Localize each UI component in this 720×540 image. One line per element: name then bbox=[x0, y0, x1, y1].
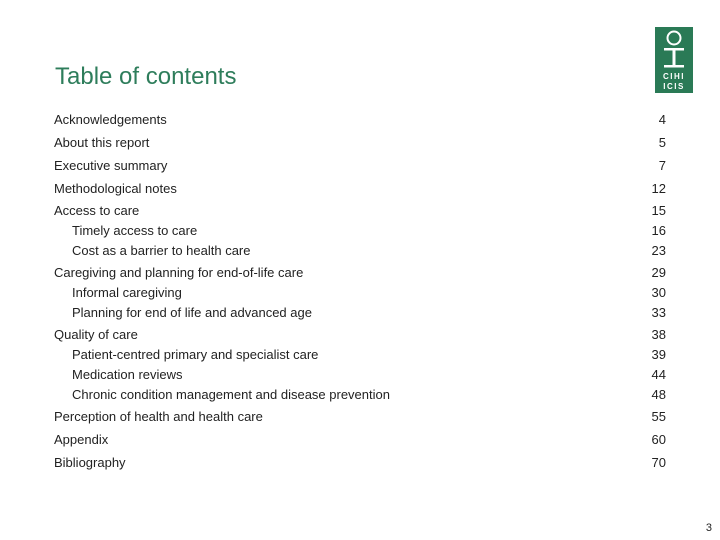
toc-label: Acknowledgements bbox=[54, 112, 167, 127]
table-of-contents bbox=[54, 110, 666, 473]
cihi-logo-icon bbox=[655, 27, 693, 93]
toc-subentry-chronic-condition[interactable] bbox=[54, 385, 666, 405]
toc-page-number: 38 bbox=[651, 327, 666, 342]
toc-label: Patient-centred primary and specialist care bbox=[72, 347, 319, 362]
toc-page-number: 30 bbox=[651, 285, 666, 300]
toc-label: Medication reviews bbox=[72, 367, 183, 382]
toc-label: Timely access to care bbox=[72, 223, 198, 238]
toc-label: Methodological notes bbox=[54, 181, 177, 196]
page-number: 3 bbox=[705, 522, 712, 534]
toc-page-number: 23 bbox=[651, 243, 666, 258]
toc-page-number: 33 bbox=[651, 305, 666, 320]
toc-label: Cost as a barrier to health care bbox=[72, 243, 251, 258]
toc-entry-acknowledgements[interactable] bbox=[54, 110, 666, 130]
toc-label: About this report bbox=[54, 135, 150, 150]
logo-text-line-1: CIHI bbox=[663, 72, 685, 81]
toc-subentry-informal-caregiving[interactable] bbox=[54, 283, 666, 303]
toc-page-number: 16 bbox=[651, 223, 666, 238]
toc-subentry-end-of-life-planning[interactable] bbox=[54, 303, 666, 323]
toc-entry-about-this-report[interactable] bbox=[54, 133, 666, 153]
toc-label: Caregiving and planning for end-of-life care bbox=[54, 265, 304, 280]
toc-page-number: 44 bbox=[651, 367, 666, 382]
toc-label: Access to care bbox=[54, 203, 140, 218]
toc-page-number: 7 bbox=[658, 158, 666, 173]
toc-entry-perception-of-health[interactable] bbox=[54, 407, 666, 427]
toc-label: Quality of care bbox=[54, 327, 138, 342]
toc-subentry-patient-centred-care[interactable] bbox=[54, 345, 666, 365]
page-title: Table of contents bbox=[55, 63, 237, 90]
toc-subentry-timely-access[interactable] bbox=[54, 221, 666, 241]
toc-page-number: 4 bbox=[658, 112, 666, 127]
toc-page-number: 48 bbox=[651, 387, 666, 402]
toc-label: Bibliography bbox=[54, 455, 126, 470]
toc-page-number: 60 bbox=[651, 432, 666, 447]
toc-entry-caregiving[interactable] bbox=[54, 263, 666, 283]
toc-label: Informal caregiving bbox=[72, 285, 182, 300]
toc-page-number: 39 bbox=[651, 347, 666, 362]
toc-entry-appendix[interactable] bbox=[54, 430, 666, 450]
toc-page-number: 70 bbox=[651, 455, 666, 470]
toc-label: Perception of health and health care bbox=[54, 409, 263, 424]
toc-page-number: 55 bbox=[651, 409, 666, 424]
logo-text-line-2: ICIS bbox=[663, 82, 685, 91]
toc-label: Appendix bbox=[54, 432, 109, 447]
toc-entry-executive-summary[interactable] bbox=[54, 156, 666, 176]
toc-entry-access-to-care[interactable] bbox=[54, 201, 666, 221]
toc-entry-quality-of-care[interactable] bbox=[54, 325, 666, 345]
toc-subentry-cost-barrier[interactable] bbox=[54, 241, 666, 261]
toc-entry-bibliography[interactable] bbox=[54, 453, 666, 473]
toc-label: Chronic condition management and disease prevention bbox=[72, 387, 390, 402]
toc-entry-methodological-notes[interactable] bbox=[54, 179, 666, 199]
cihi-logo bbox=[655, 27, 693, 93]
toc-label: Planning for end of life and advanced age bbox=[72, 305, 312, 320]
toc-page-number: 15 bbox=[651, 203, 666, 218]
toc-page-number: 5 bbox=[658, 135, 666, 150]
toc-page-number: 12 bbox=[651, 181, 666, 196]
toc-page-number: 29 bbox=[651, 265, 666, 280]
toc-subentry-medication-reviews[interactable] bbox=[54, 365, 666, 385]
toc-label: Executive summary bbox=[54, 158, 168, 173]
